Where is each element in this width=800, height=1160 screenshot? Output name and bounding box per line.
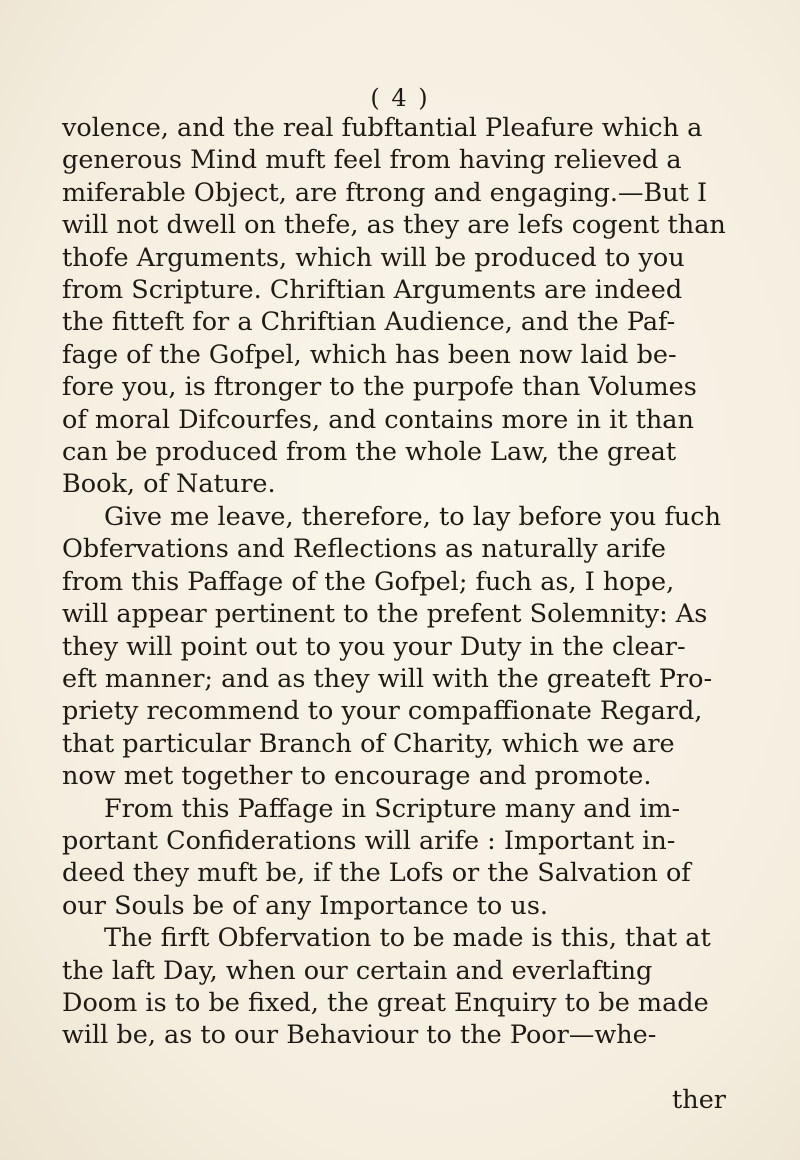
text-line: From this Paffage in Scripture many and im- <box>104 793 681 824</box>
text-line: deed they muft be, if the Lofs or the Salvation of <box>62 858 691 889</box>
text-line: will not dwell on thefe, as they are lefs cogent than <box>62 210 726 241</box>
text-line: fore you, is ftronger to the purpofe than Volumes <box>62 372 697 403</box>
text-line: generous Mind muft feel from having relieved a <box>62 145 682 176</box>
text-line: volence, and the real fubftantial Pleafure which a <box>62 113 703 143</box>
text-line: Obfervations and Reflections as naturally arife <box>62 534 667 565</box>
text-line: fage of the Gofpel, which has been now laid be- <box>62 339 677 370</box>
body-text <box>62 112 742 1052</box>
text-line: can be produced from the whole Law, the great <box>62 437 677 468</box>
text-line: the fitteft for a Chriftian Audience, and the Paf- <box>62 307 676 338</box>
text-line: of moral Difcourfes, and contains more in it than <box>62 404 694 435</box>
text-line: eft manner; and as they will with the greateft Pro- <box>62 663 713 694</box>
text-line: Book, of Nature. <box>62 469 276 500</box>
text-line: thofe Arguments, which will be produced to you <box>62 242 685 273</box>
catchword: ther <box>672 1085 726 1115</box>
text-line: the laft Day, when our certain and everlafting <box>62 955 653 986</box>
text-line: Doom is to be fixed, the great Enquiry to be made <box>62 987 709 1018</box>
text-line: from this Paffage of the Gofpel; fuch as, I hope, <box>62 566 675 597</box>
text-line: portant Confiderations will arife : Important in- <box>62 825 676 856</box>
text-line: The firft Obfervation to be made is this, that at <box>104 923 711 954</box>
page-number: ( 4 ) <box>370 84 430 112</box>
text-line: from Scripture. Chriftian Arguments are indeed <box>62 275 683 306</box>
text-line: will be, as to our Behaviour to the Poor—whe- <box>62 1020 657 1051</box>
text-line: they will point out to you your Duty in the clear- <box>62 631 686 662</box>
text-line: miferable Object, are ftrong and engaging.—But I <box>62 177 708 208</box>
text-line: priety recommend to your compaffionate Regard, <box>62 696 703 727</box>
text-line: Give me leave, therefore, to lay before you fuch <box>104 501 722 532</box>
text-line: will appear pertinent to the prefent Solemnity: As <box>62 599 708 630</box>
text-line: now met together to encourage and promote. <box>62 761 652 792</box>
text-line: that particular Branch of Charity, which we are <box>62 728 675 759</box>
text-line: our Souls be of any Importance to us. <box>62 890 549 921</box>
